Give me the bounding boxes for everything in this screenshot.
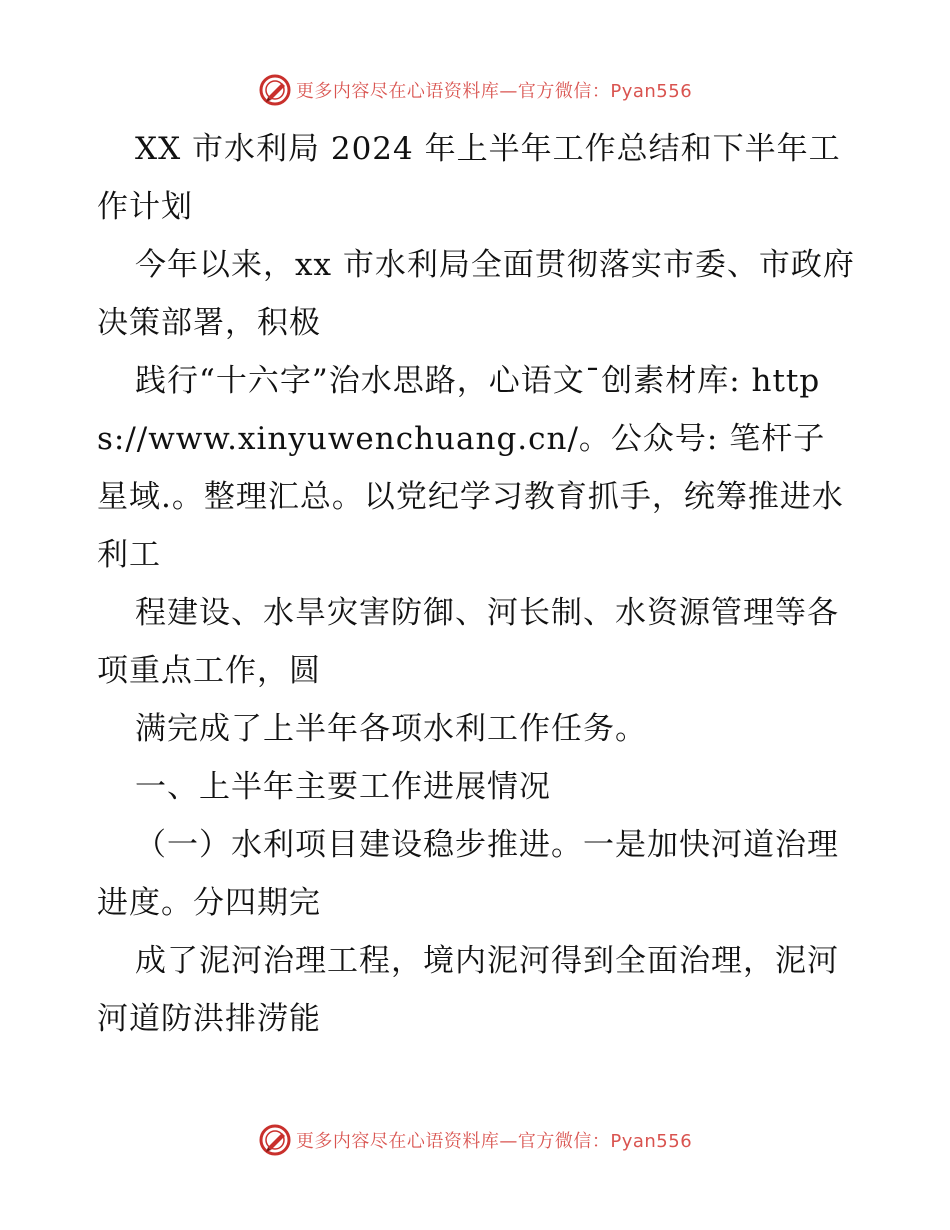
pen-logo-icon xyxy=(258,73,292,107)
section-heading: 一、上半年主要工作进展情况 xyxy=(135,769,551,805)
paragraph: 满完成了上半年各项水利工作任务。 xyxy=(135,711,647,747)
paragraph: 今年以来，xx 市水利局全面贯彻落实市委、市政府决策部署，积极 xyxy=(97,247,855,341)
document-title: XX 市水利局 2024 年上半年工作总结和下半年工作计划 xyxy=(97,131,841,225)
watermark-text: 更多内容尽在心语资料库—官方微信：Pyan556 xyxy=(295,81,693,102)
watermark-text: 更多内容尽在心语资料库—官方微信：Pyan556 xyxy=(295,1131,693,1152)
header-watermark xyxy=(0,70,950,110)
paragraph: 践行“十六字”治水思路，心语文¯创素材库: https://www.xinyuwenchuang.cn/。公众号: 笔杆子星域.。整理汇总。以党纪学习教育抓手，统筹推进水利工 xyxy=(97,363,844,573)
document-body xyxy=(97,120,857,1048)
footer-watermark xyxy=(0,1120,950,1160)
paragraph: （一）水利项目建设稳步推进。一是加快河道治理进度。分四期完 xyxy=(97,827,839,921)
paragraph: 程建设、水旱灾害防御、河长制、水资源管理等各项重点工作，圆 xyxy=(97,595,839,689)
pen-logo-icon xyxy=(258,1123,292,1157)
paragraph: 成了泥河治理工程，境内泥河得到全面治理，泥河河道防洪排涝能 xyxy=(97,943,839,1037)
